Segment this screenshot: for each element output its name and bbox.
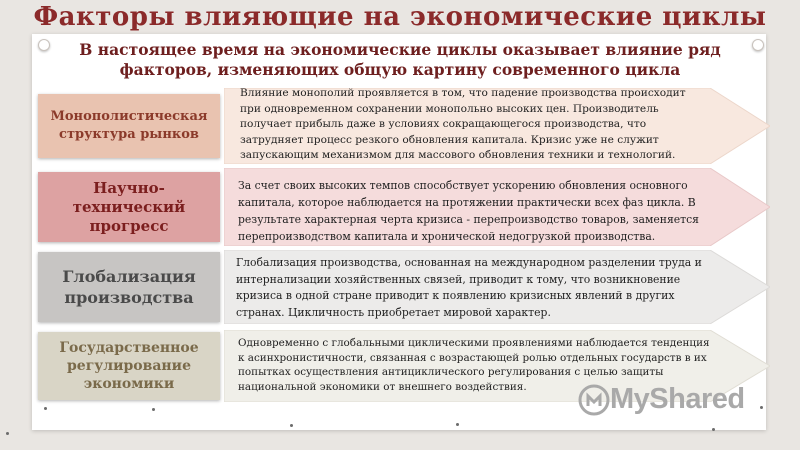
decor-dot: [290, 424, 293, 427]
factor-description: Влияние монополий проявляется в том, что падение производства происходит при одновременном сохранении монопольно высоких цен. Производитель получает прибыль даже в условиях сокращающегося производства, что затрудняет процесс резкого обновления капитала. Кризис уже не служит запускающим механизмом для массового обновления техники и технологий.: [240, 87, 686, 161]
watermark-logo: [578, 383, 745, 416]
decor-dot: [152, 408, 155, 411]
factor-label: Научно-технический прогресс: [38, 172, 220, 242]
decor-dot: [456, 423, 459, 426]
decor-dot: [760, 406, 763, 409]
factor-description: Глобализация производства, основанная на международном разделении труда и интернализации хозяйственных связей, приводит к тому, что возникновение кризиса в одной стране приводит к появлению кризисных явлений в других странах. Цикличность приобретает мировой характер.: [236, 256, 702, 319]
watermark-text: MyShared: [610, 383, 745, 415]
decor-dot: [44, 407, 47, 410]
slide-title: Факторы влияющие на экономические циклы: [33, 2, 767, 32]
decor-dot: [712, 428, 715, 431]
decor-dot: [6, 432, 9, 435]
factor-description: Одновременно с глобальными циклическими проявлениями наблюдается тенденция к асинхронистичности, связанная с возрастающей ролью отдельных государств в их попытках осуществления антициклического регулирования с целью защиты национальной экономики от внешнего воздействия.: [238, 337, 710, 393]
factor-label: Монополистическая структура рынков: [38, 94, 220, 158]
factor-description: За счет своих высоких темпов способствует ускорению обновления основного капитала, которое наблюдается на протяжении практически всех фаз цикла. В результате характерная черта кризиса - перепроизводство товаров, заменяется перепроизводством капитала и хронической недогрузкой производства.: [238, 179, 699, 243]
factor-label: Государственное регулирование экономики: [38, 332, 220, 400]
subtitle: В настоящее время на экономические циклы оказывает влияние ряд факторов, изменяющих общую картину современного цикла: [79, 40, 721, 79]
factor-label: Глобализация производства: [38, 252, 220, 322]
watermark-mark-icon: [578, 384, 610, 416]
